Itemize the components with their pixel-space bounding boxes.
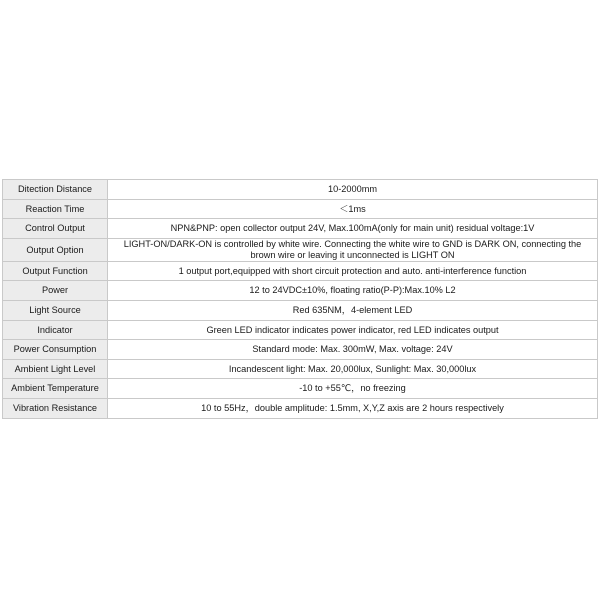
spec-value: 12 to 24VDC±10%, floating ratio(P-P):Max.10% L2 <box>108 281 598 301</box>
spec-value: 10-2000mm <box>108 180 598 200</box>
spec-row-detection-distance <box>3 180 598 200</box>
spec-row-control-output <box>3 219 598 239</box>
spec-row-reaction-time <box>3 199 598 219</box>
spec-label: Indicator <box>3 320 108 340</box>
spec-value: ＜1ms <box>108 199 598 219</box>
specification-table <box>2 179 598 419</box>
spec-row-indicator <box>3 320 598 340</box>
spec-value: -10 to +55℃，no freezing <box>108 379 598 399</box>
spec-label: Control Output <box>3 219 108 239</box>
spec-value: Incandescent light: Max. 20,000lux, Sunlight: Max. 30,000lux <box>108 359 598 379</box>
spec-label: Ambient Light Level <box>3 359 108 379</box>
spec-value: LIGHT-ON/DARK-ON is controlled by white wire. Connecting the white wire to GND is DARK ON, connecting the brown wire or leaving it unconnected is LIGHT ON <box>108 238 598 261</box>
spec-label: Output Option <box>3 238 108 261</box>
spec-label: Vibration Resistance <box>3 398 108 418</box>
spec-label: Power Consumption <box>3 340 108 360</box>
spec-value: Red 635NM，4-element LED <box>108 300 598 320</box>
spec-row-power-consumption <box>3 340 598 360</box>
spec-row-output-option <box>3 238 598 261</box>
spec-value: 10 to 55Hz，double amplitude: 1.5mm, X,Y,Z axis are 2 hours respectively <box>108 398 598 418</box>
spec-row-light-source <box>3 300 598 320</box>
spec-label: Power <box>3 281 108 301</box>
spec-value: 1 output port,equipped with short circuit protection and auto. anti-interference function <box>108 261 598 281</box>
spec-row-output-function <box>3 261 598 281</box>
spec-value: Standard mode: Max. 300mW, Max. voltage: 24V <box>108 340 598 360</box>
spec-label: Ambient Temperature <box>3 379 108 399</box>
spec-label: Output Function <box>3 261 108 281</box>
spec-row-ambient-light-level <box>3 359 598 379</box>
spec-value: NPN&PNP: open collector output 24V, Max.100mA(only for main unit) residual voltage:1V <box>108 219 598 239</box>
spec-row-ambient-temperature <box>3 379 598 399</box>
spec-row-power <box>3 281 598 301</box>
spec-row-vibration-resistance <box>3 398 598 418</box>
spec-value: Green LED indicator indicates power indicator, red LED indicates output <box>108 320 598 340</box>
spec-label: Light Source <box>3 300 108 320</box>
spec-label: Ditection Distance <box>3 180 108 200</box>
spec-label: Reaction Time <box>3 199 108 219</box>
